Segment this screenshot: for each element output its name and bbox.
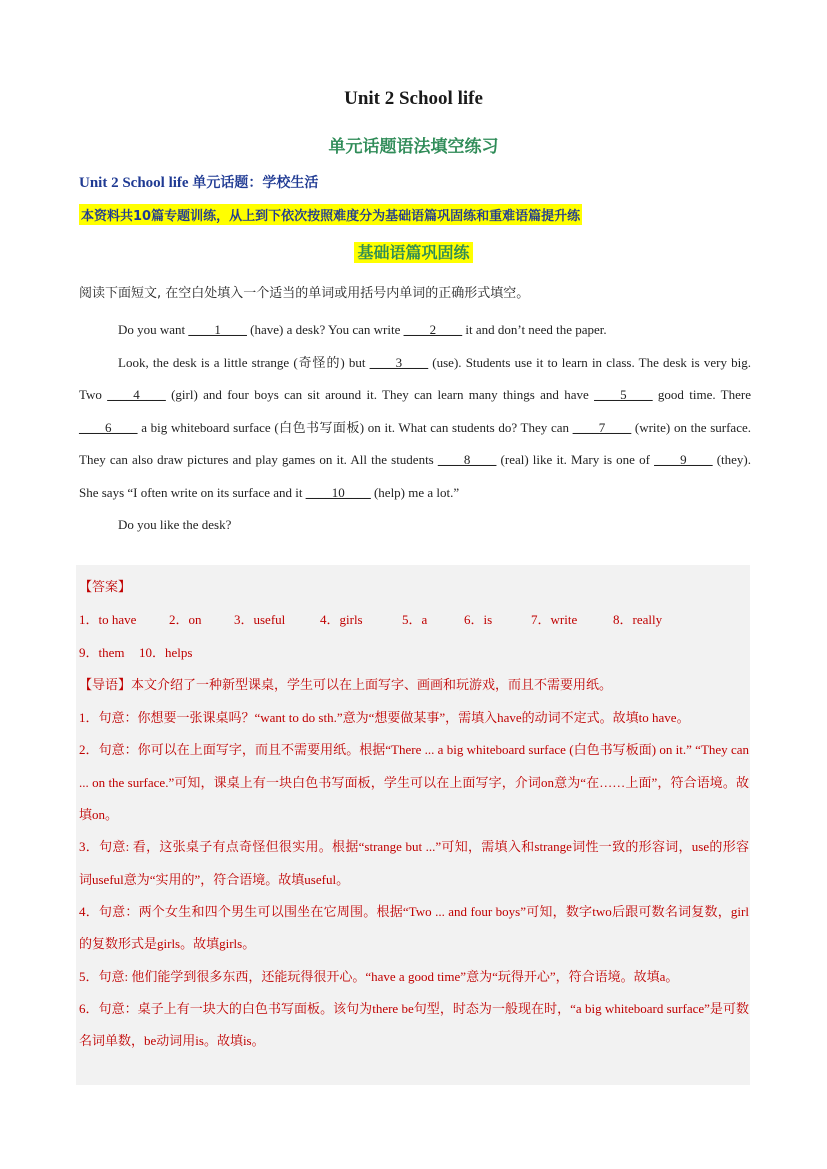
intro-note-highlight: 本资料共10篇专题训练，从上到下依次按照难度分为基础语篇巩固练和重难语篇提升练 [79, 204, 582, 225]
answer-item: 7．write [531, 612, 578, 628]
document-subtitle: 单元话题语法填空练习 [328, 137, 499, 157]
guide-paragraph [79, 669, 749, 702]
blank-10: ____10____ [305, 484, 371, 500]
answers-list [79, 604, 749, 669]
passage-text: it and don’t need the paper. [462, 322, 607, 337]
answer-item: 6．is [464, 612, 493, 628]
unit-topic-line [79, 172, 318, 192]
passage-text: Look, the desk is a little strange (奇怪的) but [118, 354, 370, 370]
document-title: Unit 2 School life [344, 88, 483, 109]
passage-text: (use). Students use it to learn in class. The desk is very big. Two [79, 354, 752, 402]
passage-text: a big whiteboard surface (白色书写面板) on it. What can students do? They can [137, 419, 573, 435]
explanation-4: 4．句意：两个女生和四个男生可以围坐在它周围。根据“Two ... and four boys”可知，数字two后跟可数名词复数，girl的复数形式是girls。故填girls。 [79, 903, 749, 952]
section-heading-text: 基础语篇巩固练 [354, 242, 472, 263]
guide-text: 本文介绍了一种新型课桌，学生可以在上面写字、画画和玩游戏，而且不需要用纸。 [131, 676, 613, 692]
answer-item: 2．on [169, 612, 202, 628]
blank-2: ____2____ [403, 322, 463, 337]
answer-item: 9．them [79, 644, 125, 660]
explanation-1: 1．句意：你想要一张课桌吗？“want to do sth.”意为“想要做某事”，需填入have的动词不定式。故填to have。 [79, 710, 690, 726]
answer-item: 1．to have [79, 612, 137, 628]
answer-item: 10．helps [139, 644, 193, 660]
blank-6: ____6____ [79, 419, 138, 435]
blank-5: ____5____ [594, 387, 653, 402]
section-heading [0, 240, 827, 263]
passage-text: (girl) and four boys can sit around it. They can learn many things and have [165, 387, 595, 402]
blank-9: ____9____ [654, 452, 713, 467]
explanation-3: 3．句意: 看，这张桌子有点奇怪但很实用。根据“strange but ...”可知，需填入和strange词性一致的形容词，use的形容词useful意为“实用的”，符合语境。故填useful。 [79, 839, 749, 887]
explanation-2: 2．句意：你可以在上面写字，而且不需要用纸。根据“There ... a big whiteboard surface (白色书写板面) on it.” “They can ... on the surface.”可知，课桌上有一块白色书写面板，学生可以在上面写字，介词on意为“在……上面”，符合语境。故填on。 [79, 742, 749, 823]
answers-label: 【答案】 [79, 580, 132, 595]
exercise-instructions: 阅读下面短文, 在空白处填入一个适当的单词或用括号内单词的正确形式填空。 [79, 286, 530, 301]
blank-3: ____3____ [369, 354, 429, 370]
passage-text: Do you want [118, 322, 189, 337]
passage-text: good time. There [652, 387, 751, 402]
explanation-6: 6．句意：桌子上有一块大的白色书写面板。该句为there be句型，时态为一般现在时，“a big whiteboard surface”是可数名词单数，be动词用is。故填is。 [79, 1000, 749, 1049]
answer-item: 8．really [613, 612, 663, 628]
passage-paragraph-3: Do you like the desk? [118, 517, 232, 532]
answer-section [79, 572, 749, 1057]
passage-paragraph-2 [79, 347, 751, 510]
passage-text: (help) me a lot.” [370, 484, 460, 500]
passage-text: (real) like it. Mary is one of [496, 452, 655, 467]
cloze-passage [79, 314, 751, 542]
blank-8: ____8____ [437, 452, 497, 467]
passage-text: (write) on the surface. They can also draw pictures and play games on it. All the students [79, 419, 751, 467]
explanation-5: 5．句意: 他们能学到很多东西，还能玩得很开心。“have a good time”意为“玩得开心”，符合语境。故填a。 [79, 968, 679, 984]
guide-label: 【导语】 [79, 677, 132, 693]
passage-text: (they). She says “I often write on its surface and it [79, 452, 751, 500]
passage-text: (have) a desk? You can write [246, 322, 404, 337]
unit-topic-prefix: Unit 2 School life [79, 175, 193, 191]
blank-1: ____1____ [188, 322, 247, 337]
answer-item: 3．useful [234, 612, 286, 628]
answer-item: 4．girls [320, 612, 363, 628]
blank-4: ____4____ [107, 387, 166, 402]
answer-item: 5．a [402, 612, 428, 628]
unit-topic-zh: 单元话题：学校生活 [192, 175, 319, 191]
passage-paragraph-1 [79, 314, 751, 347]
blank-7: ____7____ [572, 419, 632, 435]
